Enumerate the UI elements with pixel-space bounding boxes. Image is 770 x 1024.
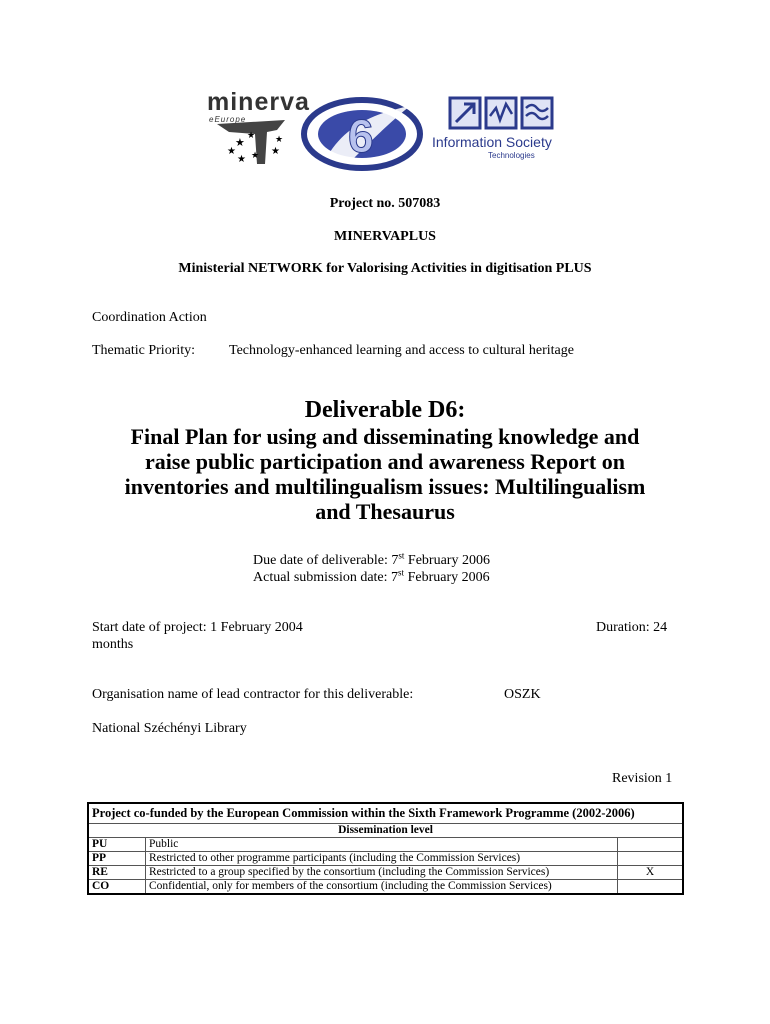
deliverable-title-line: raise public participation and awareness Report on [145,449,625,474]
dissemination-level-header: Dissemination level [88,824,683,838]
lead-contractor-name: National Széchényi Library [92,721,247,736]
duration-months: months [92,637,134,652]
due-date [253,550,490,569]
information-society-line1: Information Society [432,134,552,150]
svg-text:★: ★ [247,130,256,140]
start-date: Start date of project: 1 February 2004 [92,620,303,635]
information-society-line2: Technologies [488,151,535,160]
project-acronym: MINERVAPLUS [334,229,436,244]
thematic-priority-value: Technology-enhanced learning and access to cultural heritage [229,343,574,358]
minerva-stars-icon [207,88,307,168]
actual-date-suffix: February 2006 [404,570,490,585]
level-mark [618,838,684,852]
due-date-prefix: Due date of deliverable: 7 [253,553,399,568]
deliverable-title-line: inventories and multilingualism issues: Multilingualism [124,474,646,499]
level-mark [618,852,684,866]
level-code: RE [88,866,146,880]
deliverable-title [0,396,770,524]
svg-text:★: ★ [275,134,284,144]
information-society-icon [448,96,558,136]
due-date-suffix: February 2006 [404,553,490,568]
level-code: CO [88,880,146,895]
deliverable-title-line: Deliverable D6: [304,397,466,423]
information-society-logo [430,96,570,166]
level-description: Public [146,838,618,852]
level-description: Confidential, only for members of the consortium (including the Commission Services) [146,880,618,895]
coordination-action: Coordination Action [92,310,207,325]
dissemination-table [87,802,684,895]
svg-text:★: ★ [271,146,280,157]
table-row [88,824,683,838]
project-full-name: Ministerial NETWORK for Valorising Activities in digitisation PLUS [178,261,592,276]
level-mark [618,880,684,895]
svg-text:★: ★ [237,154,246,165]
table-row [88,880,683,895]
thematic-priority-label: Thematic Priority: [92,343,196,358]
lead-contractor-acronym: OSZK [504,687,541,702]
lead-contractor-label: Organisation name of lead contractor for this deliverable: [92,687,414,702]
level-description: Restricted to other programme participants (including the Commission Services) [146,852,618,866]
actual-date-sup: st [398,567,405,578]
table-row [88,852,683,866]
level-code: PP [88,852,146,866]
level-code: PU [88,838,146,852]
minerva-logo [207,88,310,168]
revision: Revision 1 [612,771,673,786]
project-number: Project no. 507083 [329,196,441,211]
deliverable-title-line: and Thesaurus [315,499,455,524]
fp6-logo-icon [300,92,430,172]
table-row [88,803,683,824]
deliverable-title-line: Final Plan for using and disseminating knowledge and [130,424,640,449]
svg-text:★: ★ [235,137,245,149]
actual-submission-date [253,567,490,586]
due-date-sup: st [398,550,405,561]
level-mark: X [618,866,684,880]
svg-text:6: 6 [348,110,374,162]
actual-date-prefix: Actual submission date: 7 [253,570,399,585]
funding-statement: Project co-funded by the European Commission within the Sixth Framework Programme (2002-2006) [88,803,683,824]
table-row [88,866,683,880]
duration: Duration: 24 [596,620,668,635]
svg-text:★: ★ [227,146,236,157]
minerva-logo-word: minerva [207,88,310,116]
level-description: Restricted to a group specified by the consortium (including the Commission Services) [146,866,618,880]
svg-text:★: ★ [251,150,260,160]
minerva-logo-sub: eEurope [209,115,247,124]
table-row [88,838,683,852]
